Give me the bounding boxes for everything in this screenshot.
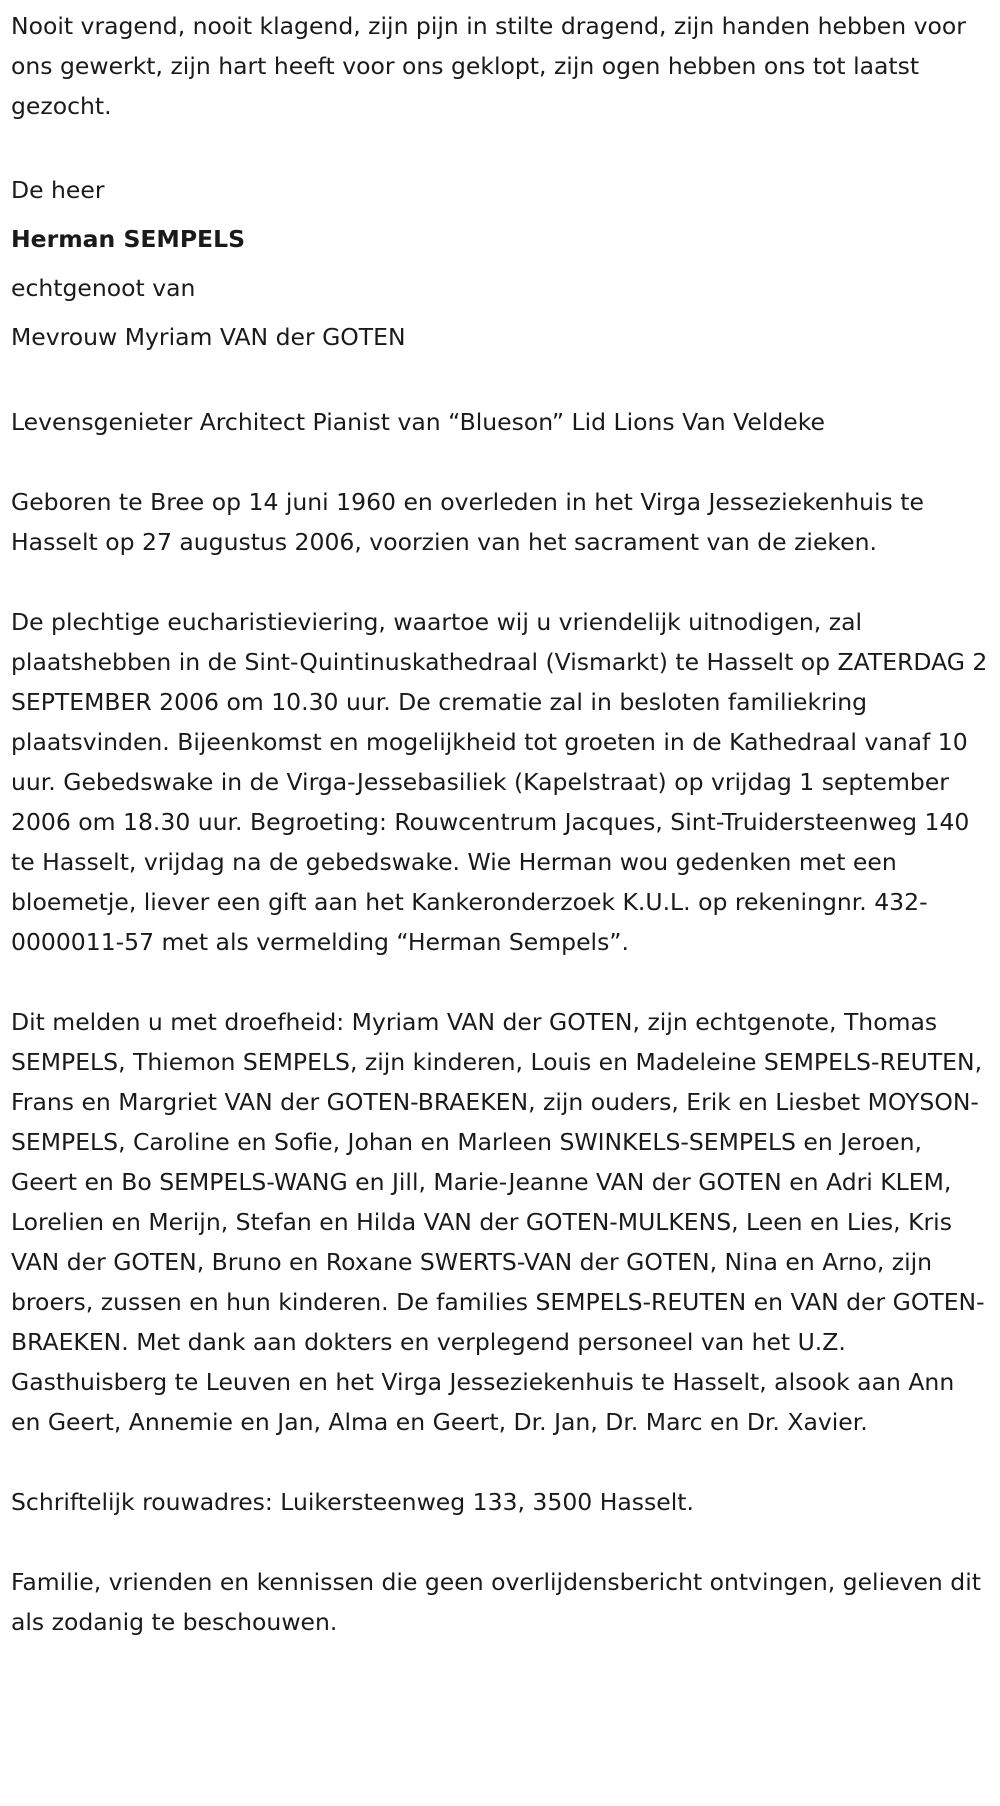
ceremony-paragraph: De plechtige eucharistieviering, waartoe wij u vriendelijk uitnodigen, zal plaatshebben in de Sint-Quintinuskathedraal (Vismarkt) te Hasselt op ZATERDAG 2 SEPTEMBER 2006 om 10.30 uur. De crematie zal in besloten familiekring plaatsvinden. Bijeenkomst en mogelijkheid tot groeten in de Kathedraal vanaf 10 uur. Gebedswake in de Virga-Jessebasiliek (Kapelstraat) op vrijdag 1 september 2006 om 18.30 uur. Begroeting: Rouwcentrum Jacques, Sint-Truidersteenweg 140 te Hasselt, vrijdag na de gebedswake. Wie Herman wou gedenken met een bloemetje, liever een gift aan het Kankeronderzoek K.U.L. op rekeningnr. 432-0000011-57 met als vermelding “Herman Sempels”. (11, 608, 988, 956)
spouse-name: Mevrouw Myriam VAN der GOTEN (11, 323, 406, 351)
title-prefix: De heer (11, 176, 105, 204)
family-paragraph: Dit melden u met droefheid: Myriam VAN der GOTEN, zijn echtgenote, Thomas SEMPELS, Thiemon SEMPELS, zijn kinderen, Louis en Madeleine SEMPELS-REUTEN, Frans en Margriet VAN der GOTEN-BRAEKEN, zijn ouders, Erik en Liesbet MOYSON-SEMPELS, Caroline en Sofie, Johan en Marleen SWINKELS-SEMPELS en Jeroen, Geert en Bo SEMPELS-WANG en Jill, Marie-Jeanne VAN der GOTEN en Adri KLEM, Lorelien en Merijn, Stefan en Hilda VAN der GOTEN-MULKENS, Leen en Lies, Kris VAN der GOTEN, Bruno en Roxane SWERTS-VAN der GOTEN, Nina en Arno, zijn broers, zussen en hun kinderen. De families SEMPELS-REUTEN en VAN der GOTEN-BRAEKEN. Met dank aan dokters en verplegend personeel van het U.Z. Gasthuisberg te Leuven en het Virga Jesseziekenhuis te Hasselt, alsook aan Ann en Geert, Annemie en Jan, Alma en Geert, Dr. Jan, Dr. Marc en Dr. Xavier. (11, 1008, 985, 1436)
roles-line: Levensgenieter Architect Pianist van “Blueson” Lid Lions Van Veldeke (11, 408, 825, 436)
deceased-name: Herman SEMPELS (11, 225, 245, 253)
address-paragraph: Schriftelijk rouwadres: Luikersteenweg 133, 3500 Hasselt. (11, 1488, 694, 1516)
closing-paragraph: Familie, vrienden en kennissen die geen overlijdensbericht ontvingen, gelieven dit als zodanig te beschouwen. (11, 1568, 981, 1636)
identity-block (11, 166, 990, 362)
spouse-relation: echtgenoot van (11, 274, 196, 302)
birth-death-paragraph: Geboren te Bree op 14 juni 1960 en overleden in het Virga Jesseziekenhuis te Hasselt op 27 augustus 2006, voorzien van het sacrament van de zieken. (11, 488, 924, 556)
opening-quote: Nooit vragend, nooit klagend, zijn pijn in stilte dragend, zijn handen hebben voor ons gewerkt, zijn hart heeft voor ons geklopt, zijn ogen hebben ons tot laatst gezocht. (11, 12, 966, 120)
